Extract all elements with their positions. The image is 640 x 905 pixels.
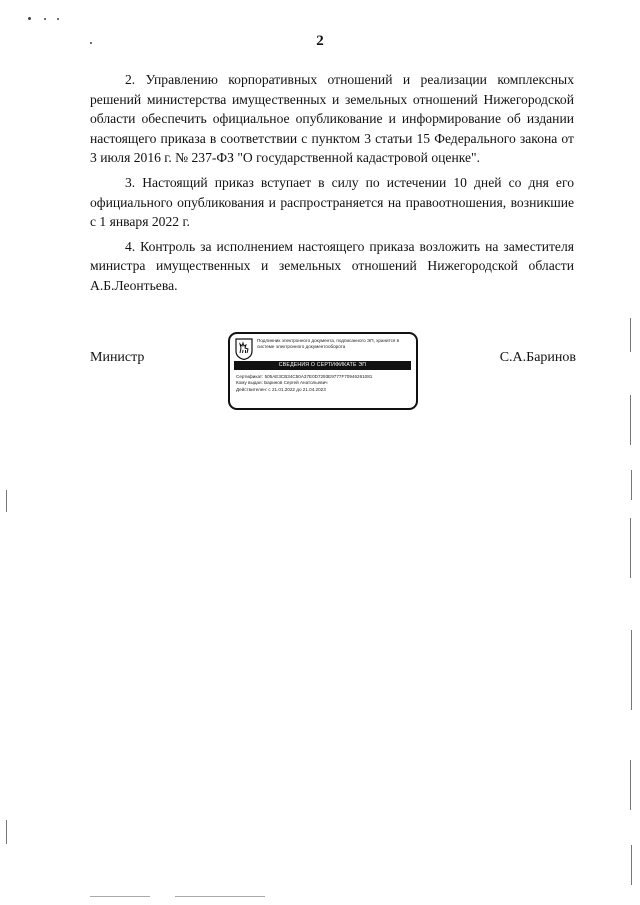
certificate-validity: Действителен: с 21.01.2022 до 21.04.2023 bbox=[236, 386, 326, 392]
stamp-header-text: Подлинник электронного документа, подписанного ЭП, хранится в системе электронного документооборота bbox=[257, 338, 400, 349]
scan-artifact bbox=[90, 896, 150, 897]
electronic-signature-stamp bbox=[228, 332, 418, 410]
paragraph-4: 4. Контроль за исполнением настоящего приказа возложить на заместителя министра имущественных и земельных отношений Нижегородской области А.Б.Леонтьева. bbox=[90, 238, 574, 293]
signer-title: Министр bbox=[90, 350, 145, 365]
scan-artifact bbox=[630, 395, 631, 445]
scan-artifact bbox=[631, 845, 632, 885]
scan-artifact bbox=[57, 18, 59, 20]
page-number: 2 bbox=[316, 33, 324, 49]
scan-artifact bbox=[44, 18, 46, 20]
scan-artifact bbox=[630, 760, 631, 810]
document-body bbox=[90, 70, 574, 301]
paragraph-2: 2. Управлению корпоративных отношений и реализации комплексных решений министерства имущественных и земельных отношений Нижегородской области обеспечить официальное опубликование и информирование об издании настоящего приказа в соответствии с пунктом 3 статьи 15 Федерального закона от 3 июля 2016 г. № 237-ФЗ "О государственной кадастровой оценке". bbox=[90, 72, 574, 166]
paragraph-3: 3. Настоящий приказ вступает в силу по истечении 10 дней со дня его официального опубликования и распространяется на правоотношения, возникшие с 1 января 2022 г. bbox=[90, 174, 574, 230]
deer-coat-of-arms-icon bbox=[235, 338, 253, 360]
scan-artifact bbox=[175, 896, 265, 897]
scan-artifact bbox=[631, 470, 632, 500]
scan-artifact bbox=[630, 518, 631, 578]
scan-artifact bbox=[630, 318, 631, 352]
signer-name: С.А.Баринов bbox=[499, 350, 576, 365]
scan-artifact bbox=[28, 17, 31, 20]
scan-artifact bbox=[6, 820, 7, 844]
certificate-details bbox=[236, 374, 412, 393]
signature-block bbox=[90, 340, 576, 420]
certificate-owner: Кому выдан: Баринов Сергей Анатольевич bbox=[236, 380, 328, 386]
certificate-number: Сертификат: 505AE3CB34C50A37E0D7293E9777F70946261081 bbox=[236, 374, 373, 379]
certificate-info-bar: СВЕДЕНИЯ О СЕРТИФИКАТЕ ЭП bbox=[234, 361, 411, 370]
scan-artifact bbox=[631, 630, 632, 710]
scan-artifact bbox=[6, 490, 7, 512]
